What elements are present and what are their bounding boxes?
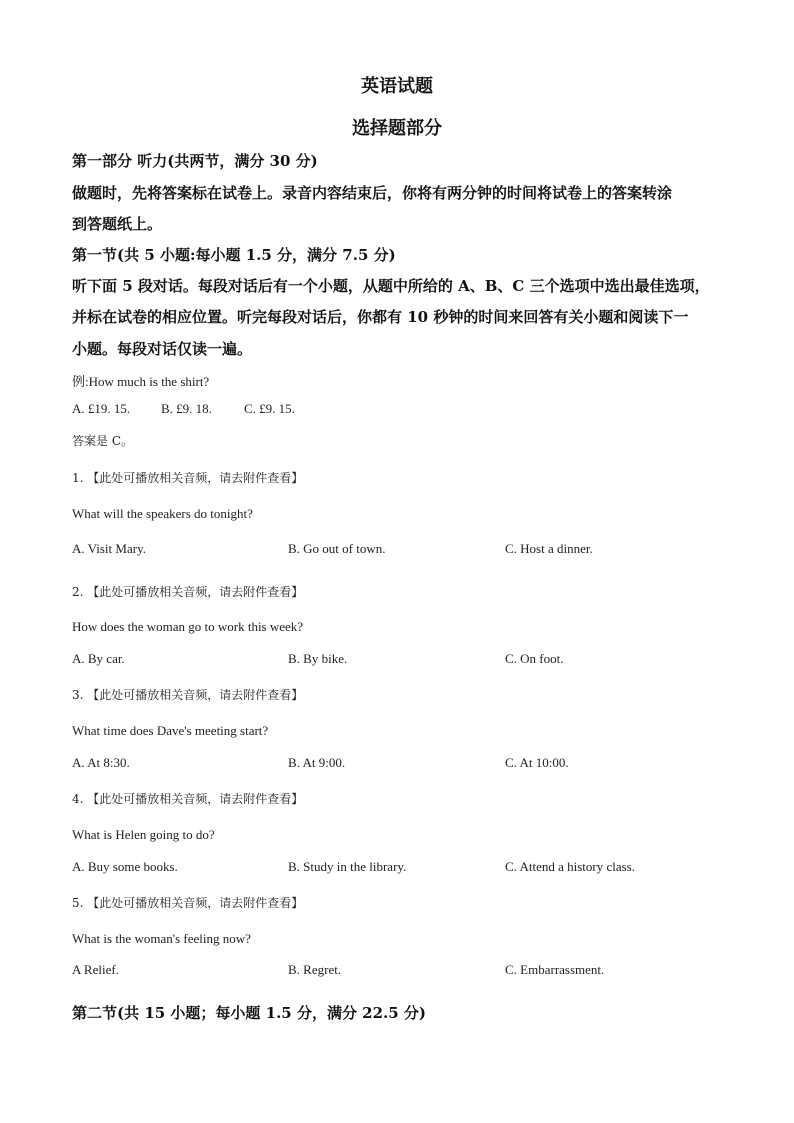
question-1-text: What will the speakers do tonight? (72, 506, 253, 521)
question-4-option-b: B. Study in the library. (288, 859, 407, 874)
question-2-option-b: B. By bike. (288, 651, 348, 666)
example-question: 例:How much is the shirt? (72, 374, 210, 389)
question-3-option-a: A. At 8:30. (72, 755, 130, 770)
question-3-option-b: B. At 9:00. (288, 755, 346, 770)
question-5-option-b: B. Regret. (288, 962, 342, 977)
part1-instruction-line-2: 到答题纸上。 (72, 215, 163, 233)
question-4-text: What is Helen going to do? (72, 827, 215, 842)
question-3-option-c: C. At 10:00. (505, 755, 569, 770)
question-4-audio-note: 4. 【此处可播放相关音频，请去附件查看】 (72, 792, 304, 806)
question-2-audio-note: 2. 【此处可播放相关音频，请去附件查看】 (72, 585, 304, 599)
part1-instruction-line-1: 做题时，先将答案标在试卷上。录音内容结束后，你将有两分钟的时间将试卷上的答案转涂 (72, 184, 673, 202)
question-5-audio-note: 5. 【此处可播放相关音频，请去附件查看】 (72, 896, 304, 910)
question-5-text: What is the woman's feeling now? (72, 931, 251, 946)
question-4-option-a: A. Buy some books. (72, 859, 178, 874)
question-4-option-c: C. Attend a history class. (505, 859, 635, 874)
example-option-b: B. £9. 18. (161, 401, 212, 416)
section1-heading: 第一节(共 5 小题:每小题 1.5 分，满分 7.5 分) (72, 246, 396, 264)
question-2-option-a: A. By car. (72, 651, 125, 666)
question-1-option-c: C. Host a dinner. (505, 541, 593, 556)
question-5-option-a: A Relief. (72, 962, 119, 977)
example-option-c: C. £9. 15. (244, 401, 295, 416)
question-3-text: What time does Dave's meeting start? (72, 723, 269, 738)
question-2-option-c: C. On foot. (505, 651, 564, 666)
section1-instruction-line-1: 听下面 5 段对话。每段对话后有一个小题，从题中所给的 A、B、C 三个选项中选出最佳选项， (72, 277, 710, 295)
example-option-a: A. £19. 15. (72, 401, 131, 416)
question-3-audio-note: 3. 【此处可播放相关音频，请去附件查看】 (72, 688, 304, 702)
question-2-text: How does the woman go to work this week? (72, 619, 304, 634)
section2-heading: 第二节(共 15 小题；每小题 1.5 分，满分 22.5 分) (72, 1004, 427, 1022)
section1-instruction-line-2: 并标在试卷的相应位置。听完每段对话后，你都有 10 秒钟的时间来回答有关小题和阅读下一 (72, 308, 689, 326)
question-1-option-a: A. Visit Mary. (72, 541, 146, 556)
example-answer: 答案是 C。 (72, 434, 133, 448)
page-title: 英语试题 (361, 76, 433, 97)
question-1-audio-note: 1. 【此处可播放相关音频，请去附件查看】 (72, 471, 304, 485)
page-subtitle: 选择题部分 (352, 118, 442, 139)
question-1-option-b: B. Go out of town. (288, 541, 386, 556)
part1-heading: 第一部分 听力(共两节，满分 30 分) (72, 152, 318, 170)
question-5-option-c: C. Embarrassment. (505, 962, 605, 977)
section1-instruction-line-3: 小题。每段对话仅读一遍。 (72, 340, 253, 358)
